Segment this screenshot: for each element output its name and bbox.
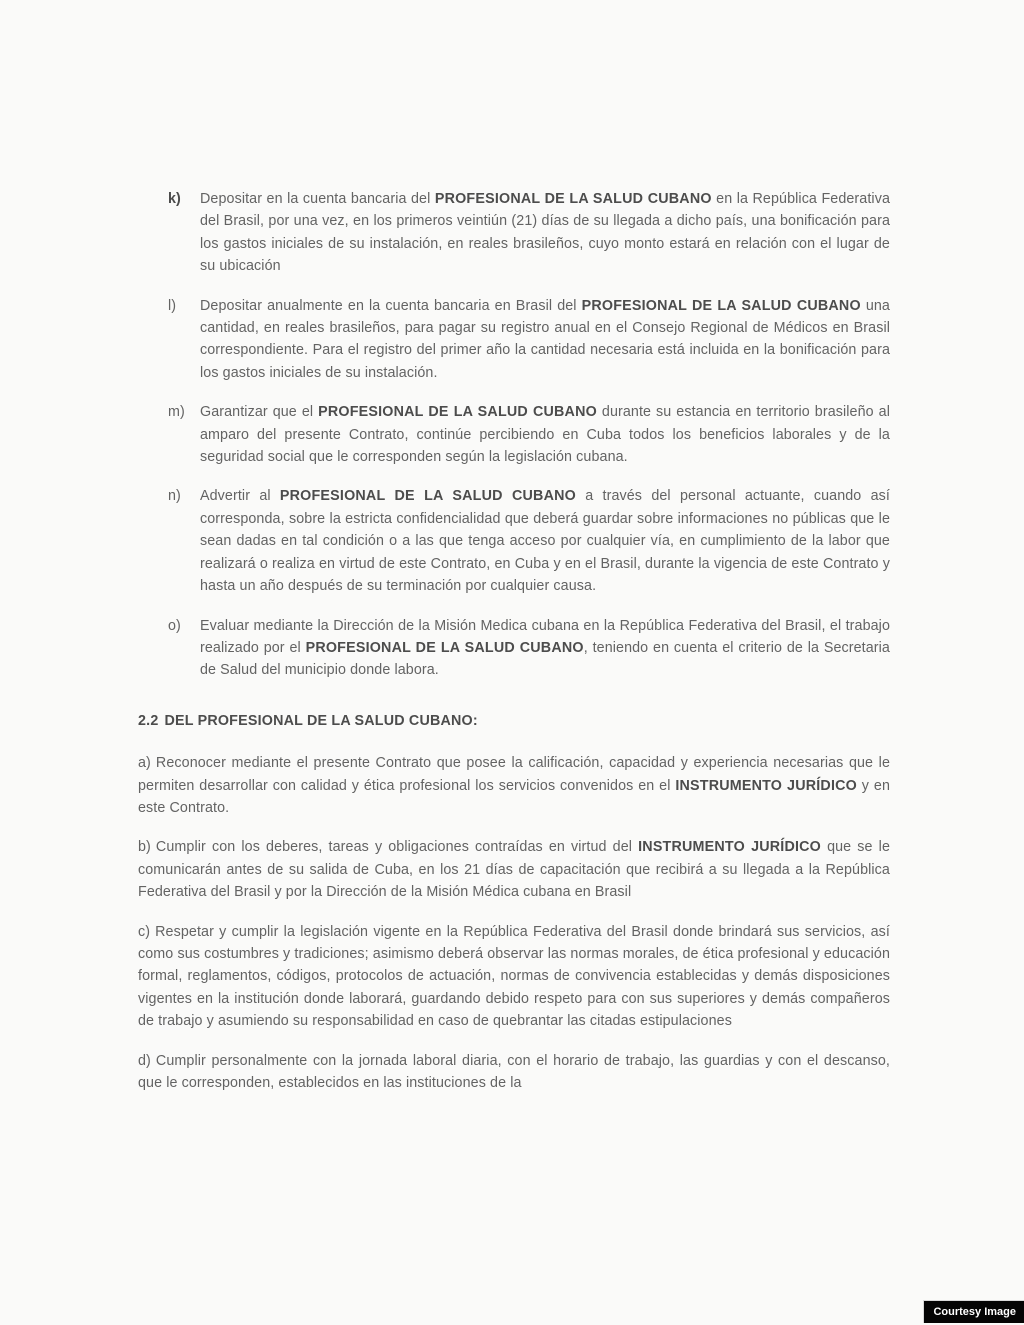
- contract-clause: [138, 752, 890, 819]
- clause-letter: a): [138, 755, 151, 772]
- clause-text-segment: Respetar y cumplir la legislación vigente en la República Federativa del Brasil donde brindará sus servicios, así como sus costumbres y tradiciones; asimismo deberá observar las normas morales, de ética profesional y educación formal, reglamentos, códigos, protocolos de actuación, normas de convivencia establecidas y demás disposiciones vigentes en la institución donde laborará, guardando debido respeto para con sus superiores y demás compañeros de trabajo y asumiendo su responsabilidad en caso de quebrantar las citadas estipulaciones: [138, 923, 890, 1030]
- clause-text-segment: Evaluar mediante la Dirección de la Misión Medica cubana en la República Federativa del Brasil, el trabajo realizado por el: [200, 617, 890, 656]
- section-number: 2.2: [138, 712, 159, 729]
- contract-clause: [138, 921, 890, 1033]
- clause-text: [138, 839, 890, 900]
- clause-text: [200, 191, 890, 274]
- clause-text-bold: PROFESIONAL DE LA SALUD CUBANO: [318, 404, 597, 421]
- clause-text-segment: a través del personal actuante, cuando así corresponda, sobre la estricta confidencialidad que deberá guardar sobre informaciones no públicas que le sean dadas en tal condición o a las que tenga acceso por cualquier vía, en cumplimiento de la labor que realizará o realiza en virtud de este Contrato, en Cuba y en el Brasil, durante la vigencia de este Contrato y hasta un año después de su terminación por cualquier causa.: [200, 488, 890, 595]
- clause-text-segment: en la República Federativa del Brasil, por una vez, en los primeros veintiún (21) días de su llegada a dicho país, una bonificación para los gastos iniciales de su instalación, en reales brasileños, cuyo monto estará en relación con el lugar de su ubicación: [200, 191, 890, 275]
- clause-text: [200, 298, 890, 381]
- contract-clause: [138, 836, 890, 903]
- contract-clause: [138, 401, 890, 468]
- contract-clause: [138, 295, 890, 385]
- clause-text: [200, 618, 890, 679]
- clause-letter: k): [168, 191, 181, 207]
- contract-clause: [138, 485, 890, 597]
- clause-text-segment: Garantizar que el: [200, 404, 319, 421]
- clause-text-segment: , teniendo en cuenta el criterio de la Secretaria de Salud del municipio donde labora.: [200, 639, 890, 679]
- clause-text: [138, 1053, 890, 1091]
- contract-clause: [138, 188, 890, 278]
- clause-text-segment: Cumplir personalmente con la jornada laboral diaria, con el horario de trabajo, las guardias y con el descanso, que le corresponden, establecidos en las instituciones de la: [138, 1052, 890, 1091]
- clause-letter: b): [138, 839, 151, 856]
- clause-text-segment: Depositar en la cuenta bancaria del: [200, 191, 435, 207]
- clause-text: [138, 924, 890, 1030]
- obligation-clauses-list: [138, 752, 890, 1094]
- clause-letter: d): [138, 1052, 151, 1069]
- contract-clause: [138, 615, 890, 682]
- section-heading: [138, 710, 890, 732]
- clause-text-bold: PROFESIONAL DE LA SALUD CUBANO: [581, 297, 861, 314]
- clause-text-segment: que se le comunicarán antes de su salida de Cuba, en los 21 días de capacitación que recibirá a su llegada a la República Federativa del Brasil y por la Dirección de la Misión Médica cubana en Brasil: [138, 839, 891, 901]
- clause-text-bold: PROFESIONAL DE LA SALUD CUBANO: [279, 488, 576, 505]
- clause-text-segment: y en este Contrato.: [138, 777, 890, 816]
- clause-text: [200, 404, 890, 465]
- clause-letter: o): [168, 617, 181, 634]
- clause-letter: l): [168, 297, 177, 314]
- courtesy-image-badge: Courtesy Image: [923, 1300, 1024, 1323]
- clause-text-bold: PROFESIONAL DE LA SALUD CUBANO: [305, 639, 584, 656]
- lettered-clauses-list: [138, 188, 890, 682]
- clause-text-bold: INSTRUMENTO JURÍDICO: [638, 839, 821, 856]
- clause-letter: n): [168, 488, 181, 505]
- clause-text: [200, 488, 890, 594]
- clause-text-segment: durante su estancia en territorio brasileño al amparo del presente Contrato, continúe percibiendo en Cuba todos los beneficios laborales y de la seguridad social que le corresponden según la legislación cubana.: [200, 404, 890, 466]
- clause-text-segment: Reconocer mediante el presente Contrato que posee la calificación, capacidad y experiencia necesarias que le permiten desarrollar con calidad y ética profesional los servicios convenidos en el: [138, 755, 890, 794]
- clause-text-bold: INSTRUMENTO JURÍDICO: [675, 777, 857, 794]
- clause-text-segment: Advertir al: [200, 488, 280, 505]
- clause-text-segment: Cumplir con los deberes, tareas y obligaciones contraídas en virtud del: [155, 839, 639, 856]
- contract-text: [138, 188, 890, 1111]
- clause-letter: c): [138, 923, 151, 940]
- contract-clause: [138, 1050, 890, 1095]
- clause-text-bold: PROFESIONAL DE LA SALUD CUBANO: [434, 191, 712, 207]
- clause-letter: m): [168, 404, 185, 421]
- section-title: DEL PROFESIONAL DE LA SALUD CUBANO:: [164, 712, 478, 729]
- clause-text-segment: una cantidad, en reales brasileños, para pagar su registro anual en el Consejo Regional de Médicos en Brasil correspondiente. Para el registro del primer año la cantidad necesaria está incluida en la bonificación para los gastos iniciales de su instalación.: [200, 297, 890, 381]
- clause-text: [138, 755, 890, 816]
- clause-text-segment: Depositar anualmente en la cuenta bancaria en Brasil del: [200, 297, 582, 314]
